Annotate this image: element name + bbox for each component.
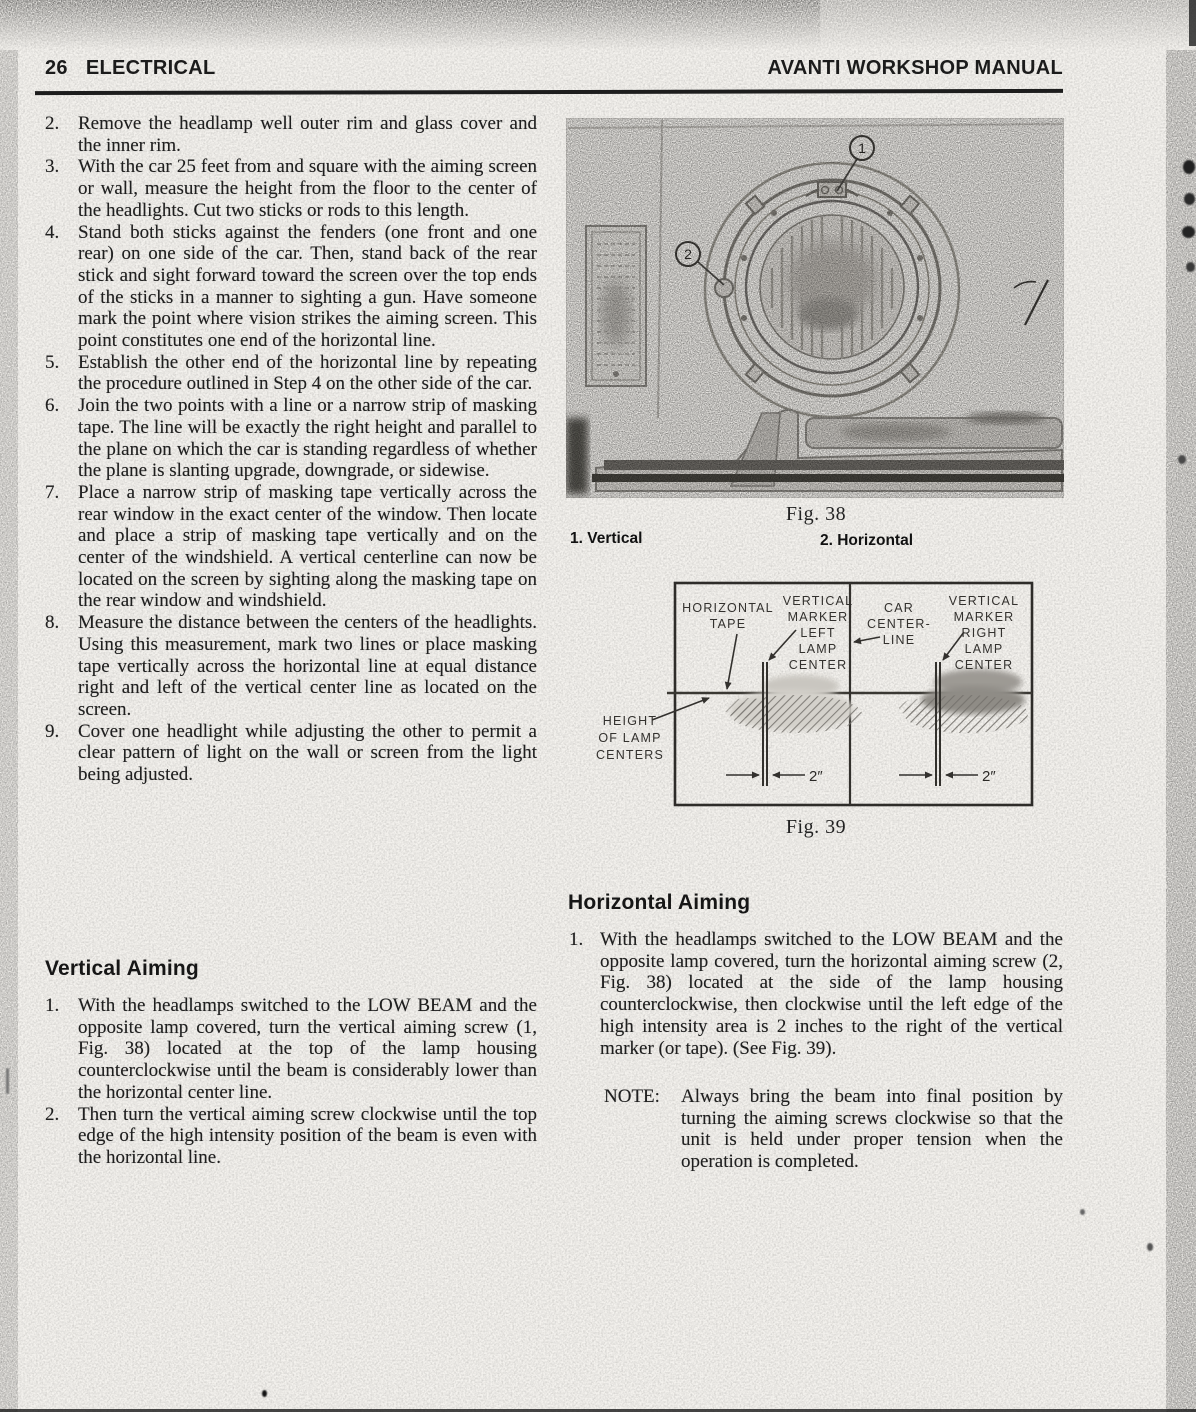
dimension-right-value: 2″ [982, 768, 996, 785]
beam-pattern-left [724, 675, 862, 733]
svg-text:RIGHT: RIGHT [961, 626, 1007, 640]
step-2: 2. Remove the headlamp well outer rim and glass cover and the inner rim. [45, 113, 537, 156]
step-6: 6. Join the two points with a line or a narrow strip of masking tape. The line will be exactly the right height and parallel to the plane on which the car is standing regardless of whether the plane is slanting upgrade, downgrade, or sidewise. [45, 395, 537, 482]
svg-text:CENTER: CENTER [954, 658, 1014, 672]
svg-text:LINE: LINE [882, 633, 916, 647]
scan-mark [6, 1068, 9, 1094]
fig39-aiming-diagram [596, 578, 1040, 818]
step-8-text: Measure the distance between the centers of the headlights. Using this measurement, mark two lines or place masking tape vertically across the horizontal line at equal distance right and left of the vertical center line as located on the screen. [78, 612, 537, 720]
svg-text:OF LAMP: OF LAMP [598, 731, 662, 745]
aiming-preparation-steps [45, 113, 537, 786]
scan-mark [1178, 455, 1186, 464]
svg-text:CAR: CAR [884, 601, 914, 615]
svg-text:TAPE: TAPE [709, 617, 747, 631]
horizontal-aiming-heading: Horizontal Aiming [568, 891, 751, 914]
note-text: Always bring the beam into final position by turning the aiming screws clockwise so that the unit is held under proper tension when the operation is completed. [681, 1086, 1063, 1173]
svg-text:MARKER: MARKER [787, 610, 849, 624]
label-horizontal-tape [682, 601, 774, 631]
step-4: 4. Stand both sticks against the fenders (one front and one rear) on one side of the car. Then, stand back of the rear stick and sight forward toward the screen over the top ends of the sticks in a manner to sighting a gun. Have someone mark the point where vision strikes the aiming screen. This point constitutes one end of the horizontal line. [45, 221, 537, 352]
step-6-text: Join the two points with a line or a narrow strip of masking tape. The line will be exactly the right height and parallel to the plane on which the car is standing regardless of whether the plane is slanting upgrade, downgrade, or sidewise. [78, 395, 537, 482]
va-step-1-text: With the headlamps switched to the LOW BEAM and the opposite lamp covered, turn the vertical aiming screw (1, Fig. 38) located at the top of the lamp housing counterclockwise until the beam is considerably lower than the horizontal center line. [78, 995, 537, 1103]
dimension-left-value: 2″ [809, 768, 823, 785]
svg-text:LEFT: LEFT [800, 626, 836, 640]
fig38-caption: Fig. 38 [785, 503, 847, 525]
note-block [569, 1086, 1063, 1173]
svg-text:HEIGHT: HEIGHT [602, 714, 658, 728]
fig38-legend-vertical: 1. Vertical [570, 530, 643, 547]
svg-text:CENTER-: CENTER- [867, 617, 931, 631]
beam-pattern-right [899, 669, 1028, 733]
svg-text:HORIZONTAL: HORIZONTAL [682, 601, 774, 615]
label-height-of-lamp-centers [596, 714, 664, 762]
svg-text:LAMP: LAMP [798, 642, 838, 656]
ha-step-1: 1. With the headlamps switched to the LOW BEAM and the opposite lamp covered, turn the horizontal aiming screw (2, Fig. 38) located at the side of the lamp housing counterclockwise, then clockwise until the left edge of the high intensity area is 2 inches to the right of the vertical marker (or tape). (See Fig. 39). [569, 929, 1063, 1059]
svg-text:VERTICAL: VERTICAL [948, 594, 1020, 608]
vertical-aiming-heading: Vertical Aiming [45, 957, 199, 980]
page-header-left [45, 57, 216, 80]
step-8: 8. Measure the distance between the centers of the headlights. Using this measurement, mark two lines or place masking tape vertically across the horizontal line at equal distance right and left of the vertical center line as located on the screen. [45, 612, 537, 720]
label-vertical-marker-right [949, 594, 1020, 672]
step-9: 9. Cover one headlight while adjusting the other to permit a clear pattern of light on the wall or screen from the light being adjusted. [45, 720, 537, 786]
svg-text:CENTERS: CENTERS [596, 748, 665, 762]
svg-text:MARKER: MARKER [953, 610, 1015, 624]
header-rule [35, 89, 1063, 95]
fig38-legend-horizontal: 2. Horizontal [820, 532, 914, 549]
vertical-aiming-steps [45, 995, 537, 1169]
step-2-text: Remove the headlamp well outer rim and glass cover and the inner rim. [78, 113, 537, 156]
va-step-2-text: Then turn the vertical aiming screw clockwise until the top edge of the high intensity position of the beam is even with the horizontal line. [78, 1103, 537, 1168]
step-5-text: Establish the other end of the horizontal line by repeating the procedure outlined in Step 4 on the other side of the car. [78, 351, 537, 395]
page-number: 26 [45, 57, 68, 79]
label-car-centerline [867, 601, 931, 647]
horizontal-aiming-steps [569, 929, 1063, 1059]
scan-mark [262, 1390, 267, 1397]
fig38-headlamp-photo [566, 118, 1064, 498]
scan-mark [1182, 226, 1195, 238]
scan-mark [1080, 1209, 1085, 1215]
step-3: 3. With the car 25 feet from and square with the aiming screen or wall, measure the height from the floor to the center of the headlights. Cut two sticks or rods to this length. [45, 156, 537, 221]
note-label: NOTE: [604, 1086, 660, 1107]
svg-text:CENTER: CENTER [788, 658, 848, 672]
section-title: ELECTRICAL [85, 57, 216, 79]
fig39-caption: Fig. 39 [785, 816, 847, 838]
step-7: 7. Place a narrow strip of masking tape vertically across the rear window in the exact center of the window. Then locate and place a strip of masking tape vertically and on the center of the windshield. A vertical centerline can now be located on the screen by sighting along the masking tape on the rear window and windshield. [45, 481, 537, 612]
scan-mark [1186, 262, 1195, 272]
ha-step-1-text: With the headlamps switched to the LOW BEAM and the opposite lamp covered, turn the horizontal aiming screw (2, Fig. 38) located at the side of the lamp housing counterclockwise, then clockwise until the left edge of the high intensity area is 2 inches to the right of the vertical marker (or tape). (See Fig. 39). [600, 929, 1063, 1059]
manual-title: AVANTI WORKSHOP MANUAL [767, 57, 1063, 79]
scan-mark [1183, 160, 1195, 174]
step-5: 5. Establish the other end of the horizontal line by repeating the procedure outlined in Step 4 on the other side of the car. [45, 351, 537, 395]
step-3-text: With the car 25 feet from and square with the aiming screen or wall, measure the height from the floor to the center of the headlights. Cut two sticks or rods to this length. [78, 156, 537, 221]
va-step-1: 1. With the headlamps switched to the LOW BEAM and the opposite lamp covered, turn the vertical aiming screw (1, Fig. 38) located at the top of the lamp housing counterclockwise until the beam is considerably lower than the horizontal center line. [45, 995, 537, 1103]
step-7-text: Place a narrow strip of masking tape vertically across the rear window in the exact center of the window. Then locate and place a strip of masking tape vertically and on the center of the windshield. A vertical centerline can now be located on the screen by sighting along the masking tape on the rear window and windshield. [78, 481, 537, 612]
svg-text:LAMP: LAMP [964, 642, 1004, 656]
scan-mark [1184, 193, 1195, 205]
step-4-text: Stand both sticks against the fenders (one front and one rear) on one side of the car. Then, stand back of the rear stick and sight forward toward the screen over the top ends of the sticks in a manner to sighting a gun. Have someone mark the point where vision strikes the aiming screen. This point constitutes one end of the horizontal line. [78, 221, 537, 352]
scan-mark [1147, 1243, 1153, 1251]
step-9-text: Cover one headlight while adjusting the other to permit a clear pattern of light on the wall or screen from the light being adjusted. [78, 720, 537, 786]
va-step-2: 2. Then turn the vertical aiming screw clockwise until the top edge of the high intensity position of the beam is even with the horizontal line. [45, 1103, 537, 1168]
svg-text:VERTICAL: VERTICAL [782, 594, 854, 608]
